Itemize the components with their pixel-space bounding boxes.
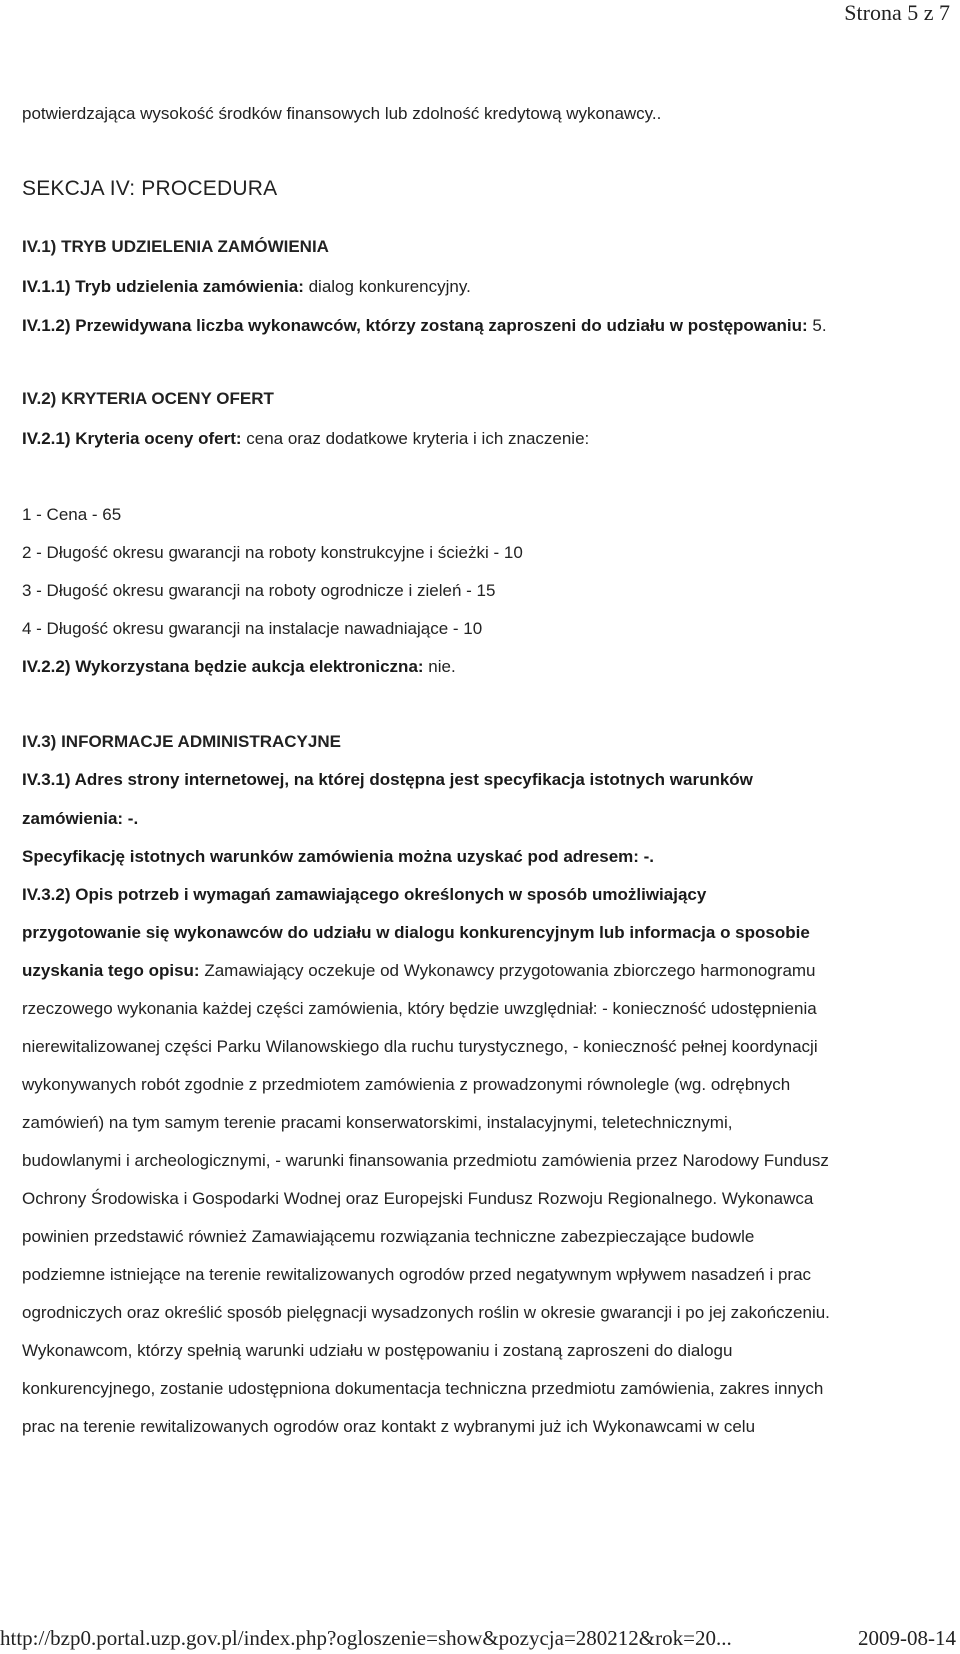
footer-url: http://bzp0.portal.uzp.gov.pl/index.php?ogloszenie=show&pozycja=280212&rok=20...: [0, 1626, 732, 1650]
body-line: prac na terenie rewitalizowanych ogrodów oraz kontakt z wybranymi już ich Wykonawcami w celu: [22, 1417, 756, 1436]
field-iv12: [22, 315, 827, 337]
body-line: Ochrony Środowiska i Gospodarki Wodnej oraz Europejski Fundusz Rozwoju Regionalnego. Wykonawca: [22, 1189, 814, 1208]
field-iv12-value: 5.: [812, 316, 827, 335]
field-iv32-line3: [22, 960, 816, 982]
body-line: ogrodniczych oraz określić sposób pielęgnacji wysadzonych roślin w okresie gwarancji i po jej zakończeniu.: [22, 1303, 830, 1322]
intro-text: potwierdzająca wysokość środków finansowych lub zdolność kredytową wykonawcy..: [22, 104, 662, 123]
field-iv32-line1: IV.3.2) Opis potrzeb i wymagań zamawiającego określonych w sposób umożliwiający: [22, 885, 707, 904]
heading-iv3: IV.3) INFORMACJE ADMINISTRACYJNE: [22, 732, 341, 751]
criterion-item: 2 - Długość okresu gwarancji na roboty konstrukcyjne i ścieżki - 10: [22, 543, 523, 562]
criterion-item: 4 - Długość okresu gwarancji na instalacje nawadniające - 10: [22, 619, 483, 638]
field-iv22-value: nie.: [428, 657, 456, 676]
field-iv11-value: dialog konkurencyjny.: [308, 277, 471, 296]
field-iv22: [22, 656, 456, 678]
field-iv11: [22, 276, 471, 298]
body-line: nierewitalizowanej części Parku Wilanowskiego dla ruchu turystycznego, - konieczność pełnej koordynacji: [22, 1037, 818, 1056]
field-iv32-label-end: uzyskania tego opisu:: [22, 961, 200, 980]
heading-iv2: IV.2) KRYTERIA OCENY OFERT: [22, 389, 274, 408]
field-iv11-label: IV.1.1) Tryb udzielenia zamówienia:: [22, 277, 304, 296]
footer-date: 2009-08-14: [858, 1626, 956, 1650]
field-iv12-label: IV.1.2) Przewidywana liczba wykonawców, którzy zostaną zaproszeni do udziału w postępowaniu:: [22, 316, 808, 335]
body-line: budowlanymi i archeologicznymi, - warunki finansowania przedmiotu zamówienia przez Narodowy Fundusz: [22, 1151, 829, 1170]
field-iv31-line1: IV.3.1) Adres strony internetowej, na której dostępna jest specyfikacja istotnych warunków: [22, 770, 753, 789]
criterion-item: 3 - Długość okresu gwarancji na roboty ogrodnicze i zieleń - 15: [22, 581, 496, 600]
body-line: Wykonawcom, którzy spełnią warunki udziału w postępowaniu i zostaną zaproszeni do dialogu: [22, 1341, 733, 1360]
field-iv31-line2: zamówienia: -.: [22, 809, 139, 828]
body-line: rzeczowego wykonania każdej części zamówienia, który będzie uwzględniał: - konieczność udostępnienia: [22, 999, 817, 1018]
field-iv22-label: IV.2.2) Wykorzystana będzie aukcja elektroniczna:: [22, 657, 424, 676]
body-line: podziemne istniejące na terenie rewitalizowanych ogrodów przed negatywnym wpływem nasadzeń i prac: [22, 1265, 812, 1284]
body-line: wykonywanych robót zgodnie z przedmiotem zamówienia z prowadzonymi równolegle (wg. odrębnych: [22, 1075, 791, 1094]
field-iv21: [22, 428, 589, 450]
field-iv32-line2: przygotowanie się wykonawców do udziału w dialogu konkurencyjnym lub informacja o sposobie: [22, 923, 810, 942]
spec-address-line: Specyfikację istotnych warunków zamówienia można uzyskać pod adresem: -.: [22, 847, 655, 866]
heading-iv1: IV.1) TRYB UDZIELENIA ZAMÓWIENIA: [22, 237, 329, 256]
body-line: zamówień) na tym samym terenie pracami konserwatorskimi, instalacyjnymi, teletechnicznymi,: [22, 1113, 733, 1132]
page-number: Strona 5 z 7: [844, 0, 950, 25]
field-iv32-value-start: Zamawiający oczekuje od Wykonawcy przygotowania zbiorczego harmonogramu: [204, 961, 816, 980]
body-line: konkurencyjnego, zostanie udostępniona dokumentacja techniczna przedmiotu zamówienia, zakres innych: [22, 1379, 824, 1398]
criterion-item: 1 - Cena - 65: [22, 505, 122, 524]
section-title: SEKCJA IV: PROCEDURA: [22, 177, 278, 200]
body-line: powinien przedstawić również Zamawiającemu rozwiązania techniczne zabezpieczające budowle: [22, 1227, 755, 1246]
field-iv21-value: cena oraz dodatkowe kryteria i ich znaczenie:: [246, 429, 590, 448]
field-iv21-label: IV.2.1) Kryteria oceny ofert:: [22, 429, 242, 448]
